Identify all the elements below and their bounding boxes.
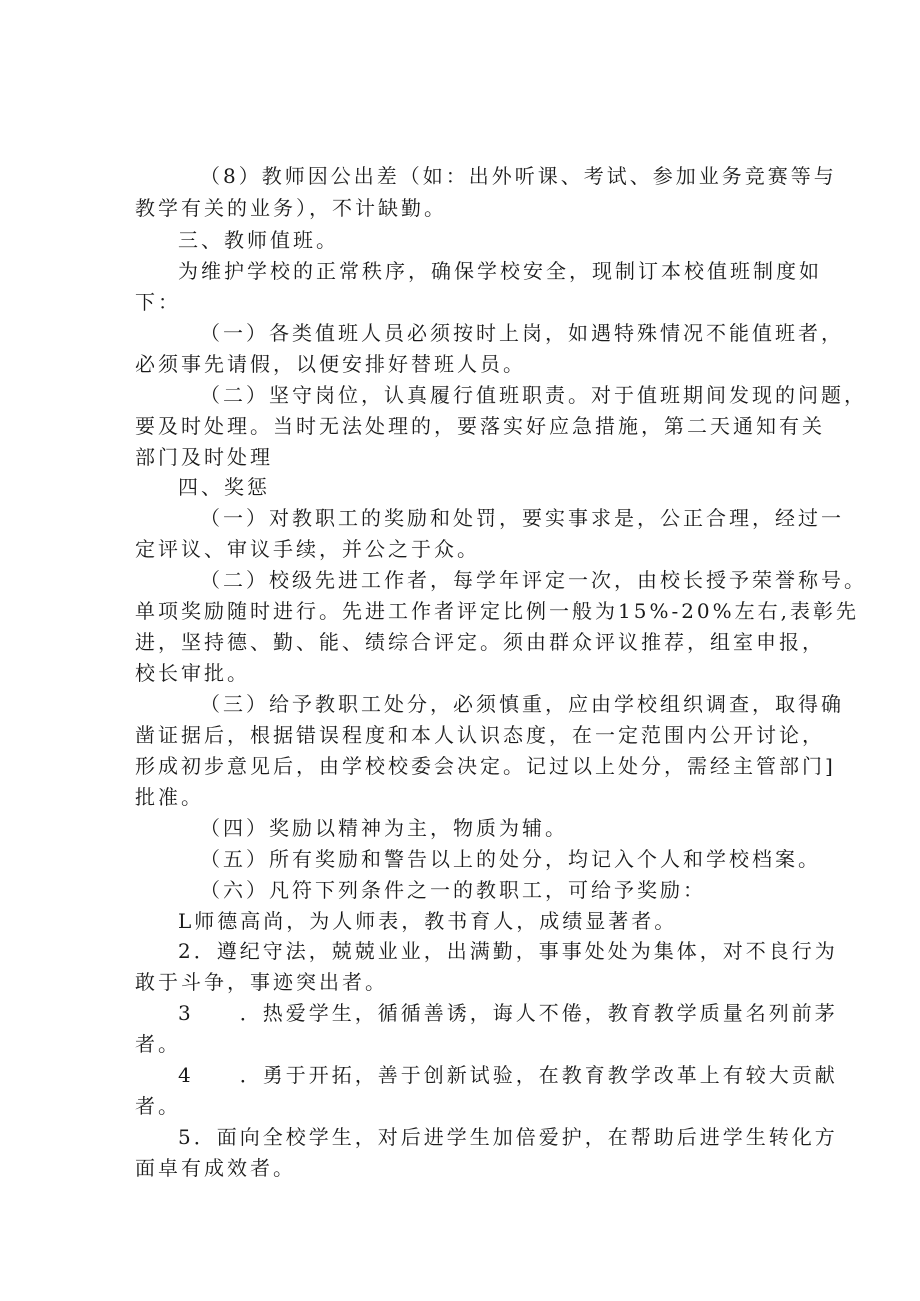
- text-line: 必须事先请假，以便安排好替班人员。: [135, 352, 526, 376]
- text-line: （三）给予教职工处分，必须慎重，应由学校组织调查，取得确: [200, 692, 844, 716]
- text-line: 要及时处理。当时无法处理的，要落实好应急措施，第二天通知有关: [135, 414, 825, 438]
- text-line: （四）奖励以精神为主，物质为辅。: [200, 816, 568, 840]
- text-line: （六）凡符下列条件之一的教职工，可给予奖励：: [200, 878, 706, 902]
- text-line: 教学有关的业务），不计缺勤。: [135, 196, 447, 220]
- list-item: 5．面向全校学生，对后进学生加倍爱护，在帮助后进学生转化方: [178, 1125, 838, 1149]
- text-line: （一）对教职工的奖励和处罚，要实事求是，公正合理，经过一: [200, 506, 844, 530]
- text-line: 单项奖励随时进行。先进工作者评定比例一般为15%-20%左右,表彰先: [135, 599, 860, 623]
- text-line: 批准。: [135, 785, 204, 809]
- text-line: （五）所有奖励和警告以上的处分，均记入个人和学校档案。: [200, 847, 821, 871]
- list-item: 3 ．热爱学生，循循善诱，诲人不倦，教育教学质量名列前茅: [178, 1001, 838, 1025]
- text-line: 下：: [135, 290, 181, 314]
- text-line: 部门及时处理: [135, 445, 273, 469]
- text-line: （二）坚守岗位，认真履行值班职责。对于值班期间发现的问题，: [200, 383, 867, 407]
- text-line: 进，坚持德、勤、能、绩综合评定。须由群众评议推荐，组室申报，: [135, 630, 825, 654]
- section-heading: 三、教师值班。: [178, 228, 339, 252]
- text-line: 敢于斗争，事迹突出者。: [135, 970, 388, 994]
- text-line: 凿证据后，根据错误程度和本人认识态度，在一定范围内公开讨论，: [135, 723, 825, 747]
- text-line: 校长审批。: [135, 661, 250, 685]
- list-item: 4 ．勇于开拓，善于创新试验，在教育教学改革上有较大贡献: [178, 1063, 838, 1087]
- text-line: （二）校级先进工作者，每学年评定一次，由校长授予荣誉称号。: [200, 568, 867, 592]
- text-line: 者。: [135, 1094, 181, 1118]
- text-line: 定评议、审议手续，并公之于众。: [135, 537, 480, 561]
- text-line: 为维护学校的正常秩序，确保学校安全，现制订本校值班制度如: [178, 259, 822, 283]
- text-line: （一）各类值班人员必须按时上岗，如遇特殊情况不能值班者，: [200, 321, 844, 345]
- text-line: 者。: [135, 1032, 181, 1056]
- text-line: 形成初步意见后，由学校校委会决定。记过以上处分，需经主管部门]: [135, 754, 836, 778]
- text-line: （8）教师因公出差（如：出外听课、考试、参加业务竞赛等与: [200, 164, 837, 188]
- list-item: L师德高尚，为人师表，教书育人，成绩显著者。: [178, 909, 678, 933]
- text-line: 面卓有成效者。: [135, 1156, 296, 1180]
- section-heading: 四、奖惩: [178, 475, 270, 499]
- list-item: 2．遵纪守法，兢兢业业，出满勤，事事处处为集体，对不良行为: [178, 939, 838, 963]
